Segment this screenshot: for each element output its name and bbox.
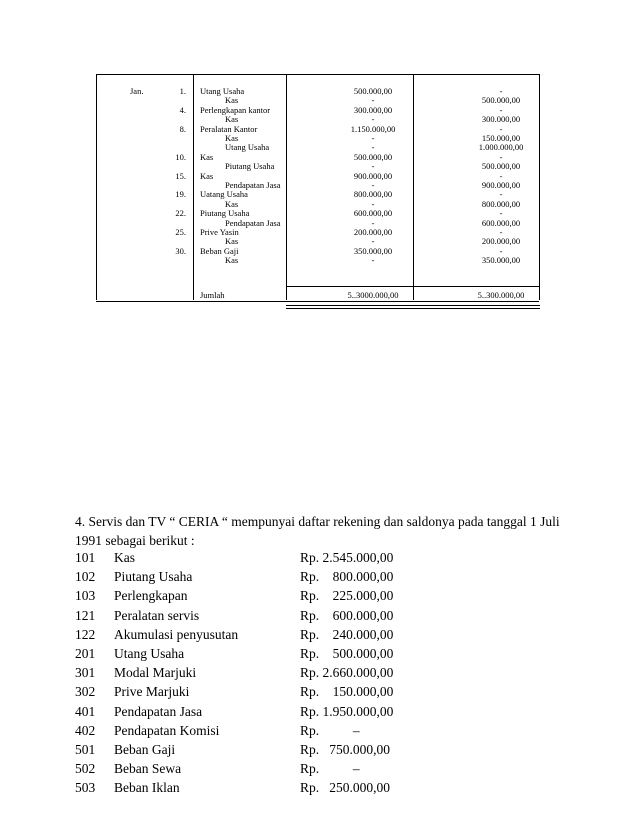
journal-credit-dash: - — [499, 170, 503, 181]
account-number: 502 — [75, 761, 96, 777]
account-number: 122 — [75, 626, 96, 642]
journal-credit-account: Kas — [225, 236, 239, 247]
journal-debit-amount: 800.000,00 — [353, 189, 393, 200]
journal-credit-amount: 900.000,00 — [481, 180, 521, 190]
journal-credit-dash: - — [499, 86, 503, 96]
journal-credit-amount: 300.000,00 — [481, 114, 521, 125]
account-name: Kas — [114, 550, 135, 565]
journal-column-divider — [193, 74, 194, 300]
journal-debit-account: Kas — [200, 170, 214, 181]
journal-date: 30. — [175, 245, 186, 256]
journal-total-label: Jumlah — [200, 290, 225, 300]
account-balance: Rp. 240.000,00 — [300, 626, 394, 642]
account-name: Modal Marjuki — [114, 665, 197, 681]
journal-credit-dash: - — [499, 123, 503, 134]
journal-credit-dash: - — [499, 104, 503, 115]
journal-debit-amount: 200.000,00 — [353, 227, 393, 237]
journal-credit-account: Piutang Usaha — [225, 161, 275, 172]
journal-credit-dash: - — [499, 245, 503, 256]
account-name: Akumulasi penyusutan — [114, 626, 239, 642]
account-row — [75, 761, 495, 780]
account-number: 501 — [75, 741, 96, 757]
journal-credit-account: Utang Usaha — [225, 142, 270, 153]
journal-date: 10. — [175, 151, 186, 162]
account-balance: Rp. 500.000,00 — [300, 645, 394, 661]
account-name: Perlengkapan — [114, 588, 188, 604]
account-name: Pendapatan Jasa — [114, 703, 203, 719]
journal-debit-account: Perlengkapan kantor — [200, 104, 271, 115]
journal-credit-amount: 200.000,00 — [481, 236, 521, 247]
journal-debit-amount: 500.000,00 — [353, 151, 393, 162]
journal-date: 4. — [179, 104, 186, 115]
account-row — [75, 723, 495, 742]
journal-credit-dash: - — [499, 189, 503, 200]
account-number: 102 — [75, 569, 96, 585]
account-balance: Rp. 600.000,00 — [300, 607, 394, 623]
journal-credit-account: Pendapatan Jasa — [225, 217, 281, 228]
journal-date: 1. — [179, 86, 186, 96]
account-balance: Rp. 2.660.000,00 — [300, 665, 394, 681]
journal-double-underline — [286, 305, 540, 309]
account-row — [75, 684, 495, 703]
account-balance: Rp. 750.000,00 — [300, 741, 391, 757]
exercise-statement: 4. Servis dan TV “ CERIA “ mempunyai daftar rekening dan saldonya pada tanggal 1 Juli 1991 sebagai berikut : — [75, 514, 560, 548]
account-number: 302 — [75, 684, 96, 700]
journal-debit-amount: 500.000,00 — [353, 86, 393, 96]
journal-credit-account: Pendapatan Jasa — [225, 180, 281, 190]
account-name: Beban Gaji — [114, 741, 176, 757]
journal-credit-dash: - — [499, 208, 503, 219]
account-row — [75, 646, 495, 665]
account-name: Pendapatan Komisi — [114, 722, 220, 738]
journal-debit-account: Peralatan Kantor — [200, 123, 258, 134]
journal-date: 22. — [175, 208, 186, 219]
journal-credit-amount: 150.000,00 — [481, 133, 521, 143]
account-balance: Rp. 2.545.000,00 — [300, 550, 394, 565]
journal-credit-amount: 500.000,00 — [481, 95, 521, 106]
account-name: Beban Sewa — [114, 761, 182, 777]
account-number: 402 — [75, 722, 96, 738]
journal-debit-dash: - — [371, 161, 375, 172]
journal-credit-dash: - — [499, 227, 503, 237]
journal-debit-dash: - — [371, 133, 375, 143]
account-balance: Rp. 225.000,00 — [300, 588, 394, 604]
account-balance: Rp. 1.950.000,00 — [300, 703, 394, 719]
journal-debit-account: Uatang Usaha — [200, 189, 248, 200]
journal-total-debit: 5..3000.000,00 — [347, 290, 399, 300]
account-name: Peralatan servis — [114, 607, 200, 623]
journal-debit-account: Piutang Usaha — [200, 208, 250, 219]
journal-credit-amount: 350.000,00 — [481, 255, 521, 266]
account-number: 401 — [75, 703, 96, 719]
account-name: Piutang Usaha — [114, 569, 193, 585]
journal-debit-dash: - — [371, 180, 375, 190]
journal-debit-account: Kas — [200, 151, 214, 162]
account-row — [75, 780, 495, 799]
journal-left-border — [96, 74, 97, 300]
journal-credit-dash: - — [499, 151, 503, 162]
account-list — [75, 550, 495, 799]
journal-debit-dash: - — [371, 255, 375, 266]
account-row — [75, 627, 495, 646]
journal-month: Jan. — [130, 86, 144, 96]
journal-debit-amount: 900.000,00 — [353, 170, 393, 181]
journal-debit-amount: 600.000,00 — [353, 208, 393, 219]
journal-credit-account: Kas — [225, 255, 239, 266]
journal-credit-amount: 1.000.000,00 — [478, 142, 524, 153]
journal-credit-account: Kas — [225, 114, 239, 125]
account-row — [75, 742, 495, 761]
journal-credit-amount: 800.000,00 — [481, 198, 521, 209]
account-row — [75, 588, 495, 607]
journal-total-credit: 5..300.000,00 — [477, 290, 525, 300]
journal-debit-amount: 300.000,00 — [353, 104, 393, 115]
journal-debit-amount: 350.000,00 — [353, 245, 393, 256]
journal-date: 8. — [179, 123, 186, 134]
account-balance: Rp. 150.000,00 — [300, 684, 394, 700]
account-name: Beban Iklan — [114, 780, 180, 796]
journal-debit-account: Beban Gaji — [200, 245, 239, 256]
journal-column-divider — [413, 74, 414, 300]
journal-debit-account: Utang Usaha — [200, 86, 245, 96]
journal-date: 19. — [175, 189, 186, 200]
account-row — [75, 665, 495, 684]
journal-debit-dash: - — [371, 95, 375, 106]
journal-debit-dash: - — [371, 114, 375, 125]
journal-credit-account: Kas — [225, 95, 239, 106]
account-number: 103 — [75, 588, 96, 604]
journal-credit-account: Kas — [225, 198, 239, 209]
account-balance: Rp. – — [300, 761, 360, 777]
account-row — [75, 608, 495, 627]
account-number: 301 — [75, 665, 96, 681]
account-balance: Rp. 250.000,00 — [300, 780, 391, 796]
journal-debit-amount: 1.150.000,00 — [350, 123, 396, 134]
account-row — [75, 569, 495, 588]
journal-credit-account: Kas — [225, 133, 239, 143]
journal-date: 15. — [175, 170, 186, 181]
account-number: 121 — [75, 607, 96, 623]
journal-debit-dash: - — [371, 217, 375, 228]
account-name: Prive Marjuki — [114, 684, 190, 700]
account-balance: Rp. 800.000,00 — [300, 569, 394, 585]
account-balance: Rp. – — [300, 722, 360, 738]
journal-column-divider — [286, 74, 287, 300]
journal-debit-account: Prive Yasin — [200, 227, 239, 237]
account-row — [75, 550, 495, 569]
account-number: 201 — [75, 645, 96, 661]
journal-credit-amount: 600.000,00 — [481, 217, 521, 228]
account-number: 503 — [75, 780, 96, 796]
journal-date: 25. — [175, 227, 186, 237]
journal-debit-dash: - — [371, 236, 375, 247]
journal-credit-amount: 500.000,00 — [481, 161, 521, 172]
account-number: 101 — [75, 550, 96, 565]
journal-debit-dash: - — [371, 198, 375, 209]
account-row — [75, 704, 495, 723]
journal-debit-dash: - — [371, 142, 375, 153]
account-name: Utang Usaha — [114, 645, 185, 661]
journal-total-line — [286, 286, 540, 287]
